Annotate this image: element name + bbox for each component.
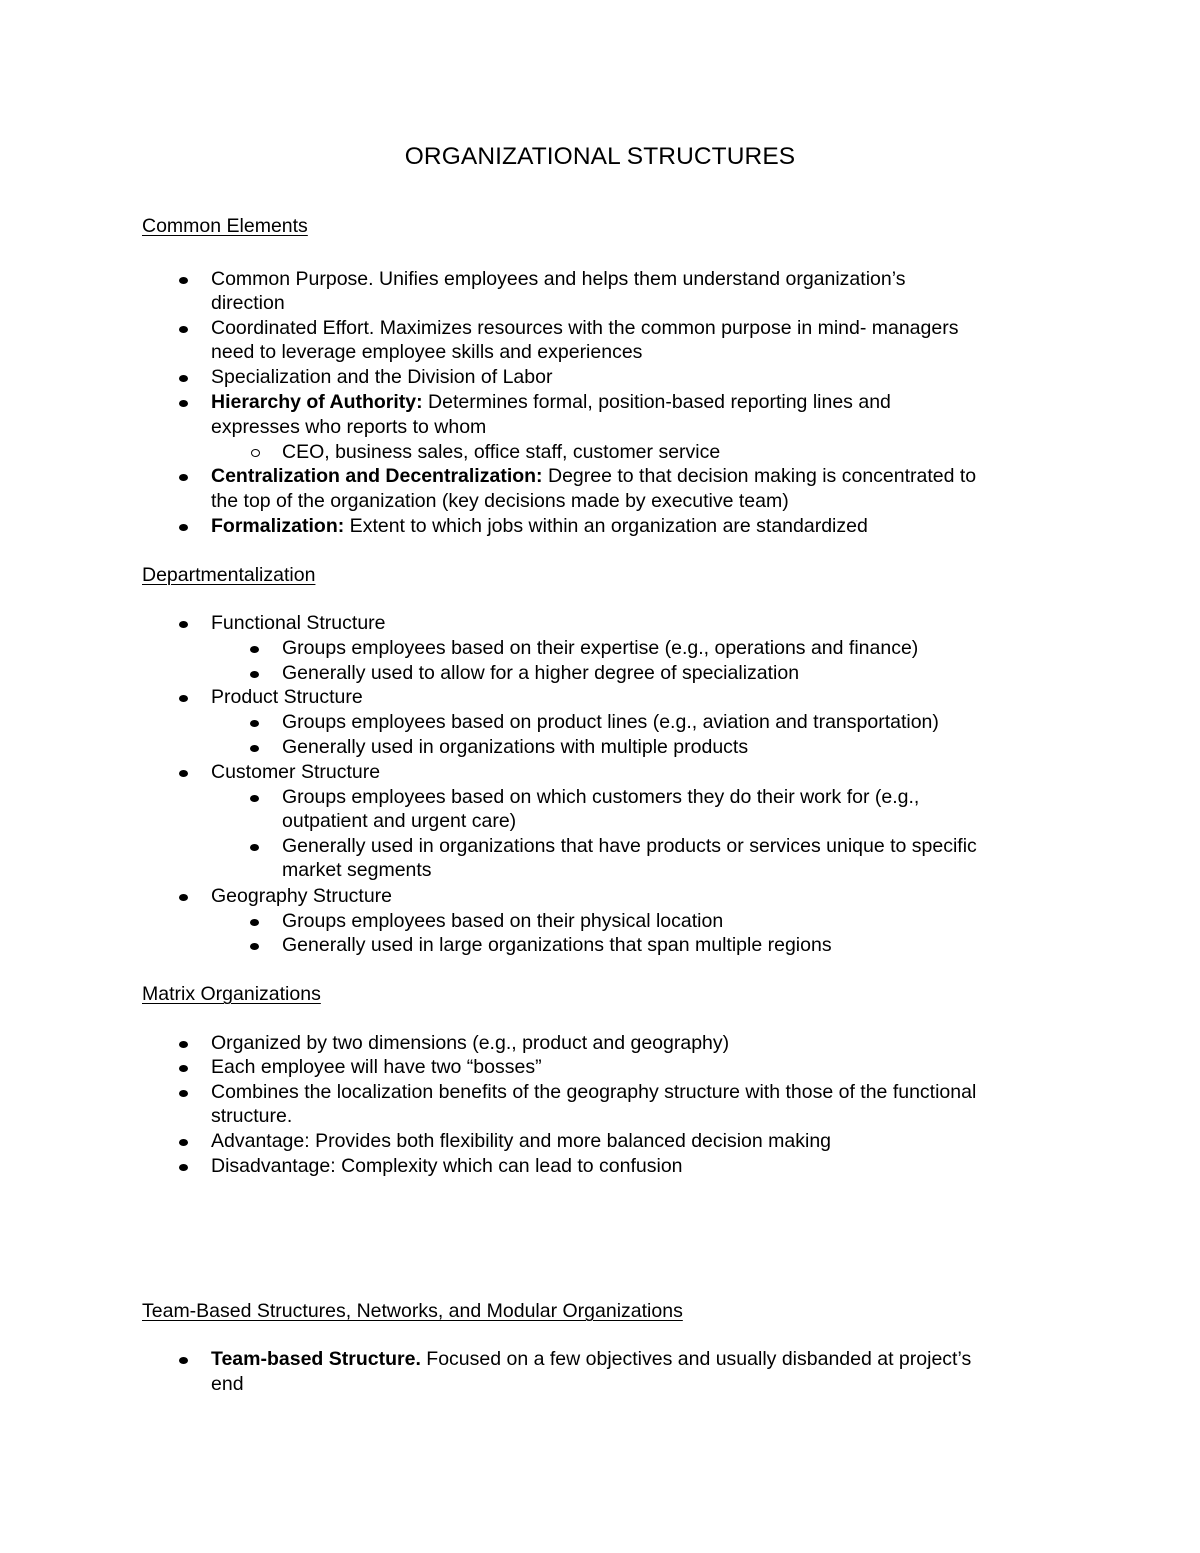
section-heading-team-based-structures: Team-Based Structures, Networks, and Modular Organizations <box>142 1300 683 1322</box>
bullet-icon <box>179 894 188 901</box>
sub-list-item-line: market segments <box>282 859 432 881</box>
list-item-line: Organized by two dimensions (e.g., product and geography) <box>211 1032 730 1054</box>
list-item-line: Common Purpose. Unifies employees and helps them understand organization’s <box>211 268 906 290</box>
bullet-icon <box>250 844 259 851</box>
list-item-text: Degree to that decision making is concentrated to <box>542 465 977 487</box>
sub-list-item-line: Generally used in organizations that have products or services unique to specific <box>282 835 977 857</box>
bullet-icon <box>179 695 188 702</box>
list-item-hierarchy-of-authority <box>211 390 891 415</box>
bullet-icon <box>250 795 259 802</box>
sub-list-item-line: Groups employees based on their physical location <box>282 910 724 932</box>
section-heading-common-elements: Common Elements <box>142 215 308 237</box>
sub-list-item-line: outpatient and urgent care) <box>282 810 517 832</box>
list-item-team-based-structure <box>211 1347 971 1372</box>
list-item-centralization <box>211 464 976 489</box>
bullet-icon <box>250 745 259 752</box>
list-item-text: Extent to which jobs within an organization are standardized <box>344 515 868 537</box>
document-title: ORGANIZATIONAL STRUCTURES <box>404 143 796 170</box>
list-item-line: Functional Structure <box>211 612 386 634</box>
list-item-line: direction <box>211 292 285 314</box>
list-item-line: need to leverage employee skills and experiences <box>211 341 643 363</box>
bullet-icon <box>179 770 188 777</box>
list-item-text: Focused on a few objectives and usually disbanded at project’s <box>420 1348 972 1370</box>
bullet-icon <box>179 621 188 628</box>
bullet-icon <box>250 646 259 653</box>
sub-list-item-line: Groups employees based on product lines (e.g., aviation and transportation) <box>282 711 939 733</box>
bullet-icon <box>179 1065 188 1072</box>
list-item-line: Customer Structure <box>211 761 381 783</box>
bullet-icon <box>179 524 188 531</box>
bullet-icon <box>179 474 188 481</box>
list-item-line: Specialization and the Division of Labor <box>211 366 553 388</box>
bullet-icon <box>250 720 259 727</box>
list-item-line: Each employee will have two “bosses” <box>211 1056 542 1078</box>
term-label: Formalization: <box>211 515 345 537</box>
bullet-icon <box>179 1041 188 1048</box>
bullet-icon <box>179 277 188 284</box>
sub-list-item-line: Generally used to allow for a higher degree of specialization <box>282 662 800 684</box>
list-item-line: the top of the organization (key decisions made by executive team) <box>211 490 789 512</box>
list-item-line: Advantage: Provides both flexibility and more balanced decision making <box>211 1130 832 1152</box>
bullet-icon <box>250 919 259 926</box>
list-item-line: Geography Structure <box>211 885 393 907</box>
section-heading-matrix-organizations: Matrix Organizations <box>142 983 321 1005</box>
sub-list-item-line: CEO, business sales, office staff, customer service <box>282 441 721 463</box>
term-label: Centralization and Decentralization: <box>211 465 543 487</box>
term-label: Hierarchy of Authority: <box>211 391 423 413</box>
list-item-line: Disadvantage: Complexity which can lead to confusion <box>211 1155 683 1177</box>
list-item-line: Coordinated Effort. Maximizes resources with the common purpose in mind- managers <box>211 317 959 339</box>
bullet-icon <box>179 375 188 382</box>
sub-list-item-line: Groups employees based on which customers they do their work for (e.g., <box>282 786 920 808</box>
sub-list-item-line: Generally used in organizations with multiple products <box>282 736 749 758</box>
list-item-line: Combines the localization benefits of the geography structure with those of the functional <box>211 1081 977 1103</box>
sub-list-item-line: Groups employees based on their expertise (e.g., operations and finance) <box>282 637 919 659</box>
section-heading-departmentalization: Departmentalization <box>142 564 316 586</box>
hollow-bullet-icon <box>251 449 260 457</box>
bullet-icon <box>179 326 188 333</box>
list-item-line: end <box>211 1373 244 1395</box>
bullet-icon <box>179 1357 188 1364</box>
bullet-icon <box>179 1139 188 1146</box>
list-item-formalization <box>211 514 868 539</box>
bullet-icon <box>179 1164 188 1171</box>
bullet-icon <box>179 400 188 407</box>
bullet-icon <box>179 1090 188 1097</box>
list-item-line: structure. <box>211 1105 293 1127</box>
list-item-text: Determines formal, position-based reporting lines and <box>422 391 891 413</box>
list-item-line: Product Structure <box>211 686 363 708</box>
bullet-icon <box>250 671 259 678</box>
term-label: Team-based Structure. <box>211 1348 421 1370</box>
list-item-line: expresses who reports to whom <box>211 416 487 438</box>
sub-list-item-line: Generally used in large organizations that span multiple regions <box>282 934 832 956</box>
bullet-icon <box>250 943 259 950</box>
